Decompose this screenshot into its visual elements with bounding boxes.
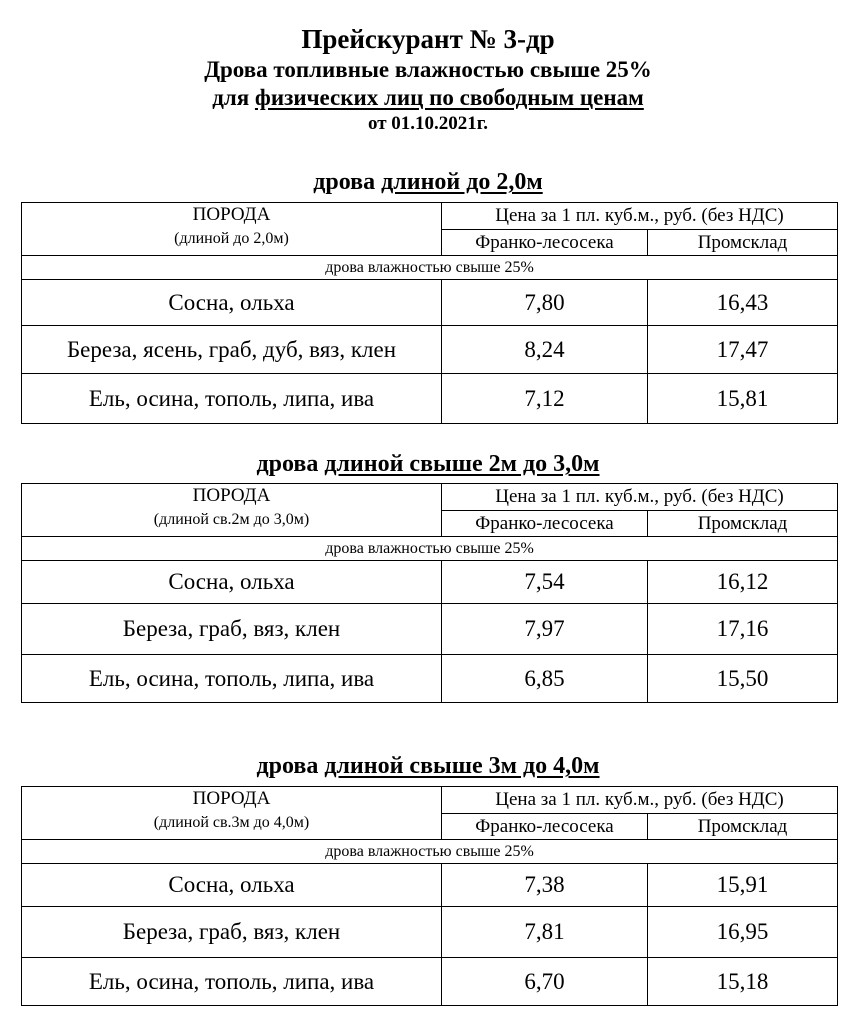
table-row (22, 604, 838, 655)
breed-header: ПОРОДА (192, 485, 271, 506)
audience-prefix: для (212, 85, 255, 110)
breed-cell: Сосна, ольха (22, 864, 442, 907)
column-header-promsklad: Промсклад (648, 511, 838, 537)
table-row (22, 655, 838, 703)
breed-header: ПОРОДА (192, 204, 271, 225)
price-list-subtitle: Дрова топливные влажностью свыше 25% (204, 57, 652, 82)
price-franko-cell: 8,24 (442, 326, 648, 374)
document-header (0, 22, 856, 136)
humidity-row: дрова влажностью свыше 25% (22, 256, 838, 280)
humidity-row: дрова влажностью свыше 25% (22, 840, 838, 864)
breed-cell: Ель, осина, тополь, липа, ива (22, 374, 442, 424)
breed-header-cell (22, 787, 442, 840)
price-promsklad-cell: 16,43 (648, 280, 838, 326)
price-franko-cell: 6,85 (442, 655, 648, 703)
price-list-date: от 01.10.2021г. (367, 113, 489, 134)
breed-cell: Береза, ясень, граб, дуб, вяз, клен (22, 326, 442, 374)
price-promsklad-cell: 15,91 (648, 864, 838, 907)
breed-header-cell (22, 203, 442, 256)
breed-subheader: (длиной св.2м до 3,0м) (153, 511, 310, 528)
column-header-promsklad: Промсклад (648, 814, 838, 840)
breed-cell: Береза, граб, вяз, клен (22, 604, 442, 655)
price-franko-cell: 7,54 (442, 561, 648, 604)
humidity-row: дрова влажностью свыше 25% (22, 537, 838, 561)
column-header-franko: Франко-лесосека (442, 814, 648, 840)
price-table (21, 202, 838, 424)
column-header-promsklad: Промсклад (648, 230, 838, 256)
price-header: Цена за 1 пл. куб.м., руб. (без НДС) (442, 484, 838, 511)
price-promsklad-cell: 16,95 (648, 907, 838, 958)
section-title-underlined: длиной до 2,0м (381, 169, 543, 195)
price-franko-cell: 6,70 (442, 958, 648, 1006)
price-header: Цена за 1 пл. куб.м., руб. (без НДС) (442, 787, 838, 814)
price-franko-cell: 7,38 (442, 864, 648, 907)
price-promsklad-cell: 15,50 (648, 655, 838, 703)
price-list-title: Прейскурант № 3-др (301, 24, 555, 54)
price-franko-cell: 7,12 (442, 374, 648, 424)
price-promsklad-cell: 17,16 (648, 604, 838, 655)
section-title-prefix: дрова (256, 753, 325, 779)
column-header-franko: Франко-лесосека (442, 511, 648, 537)
breed-subheader: (длиной до 2,0м) (174, 230, 289, 247)
audience-underlined: физических лиц по свободным ценам (254, 85, 644, 110)
table-row (22, 907, 838, 958)
price-promsklad-cell: 16,12 (648, 561, 838, 604)
section-title-underlined: длиной свыше 2м до 3,0м (324, 451, 600, 477)
price-franko-cell: 7,80 (442, 280, 648, 326)
price-list-audience (0, 84, 856, 112)
price-promsklad-cell: 17,47 (648, 326, 838, 374)
table-row (22, 280, 838, 326)
breed-cell: Ель, осина, тополь, липа, ива (22, 958, 442, 1006)
section-title (0, 450, 856, 478)
price-franko-cell: 7,81 (442, 907, 648, 958)
price-promsklad-cell: 15,81 (648, 374, 838, 424)
table-row (22, 326, 838, 374)
price-franko-cell: 7,97 (442, 604, 648, 655)
breed-header-cell (22, 484, 442, 537)
section-title (0, 752, 856, 780)
price-promsklad-cell: 15,18 (648, 958, 838, 1006)
section-title-prefix: дрова (313, 169, 382, 195)
section-title (0, 168, 856, 196)
table-row (22, 374, 838, 424)
breed-cell: Береза, граб, вяз, клен (22, 907, 442, 958)
breed-header: ПОРОДА (192, 788, 271, 809)
price-header: Цена за 1 пл. куб.м., руб. (без НДС) (442, 203, 838, 230)
breed-cell: Сосна, ольха (22, 561, 442, 604)
table-row (22, 864, 838, 907)
price-table (21, 786, 838, 1006)
section-title-underlined: длиной свыше 3м до 4,0м (324, 753, 600, 779)
column-header-franko: Франко-лесосека (442, 230, 648, 256)
section-title-prefix: дрова (256, 451, 325, 477)
table-row (22, 561, 838, 604)
price-table (21, 483, 838, 703)
breed-subheader: (длиной св.3м до 4,0м) (153, 814, 310, 831)
table-row (22, 958, 838, 1006)
breed-cell: Сосна, ольха (22, 280, 442, 326)
breed-cell: Ель, осина, тополь, липа, ива (22, 655, 442, 703)
